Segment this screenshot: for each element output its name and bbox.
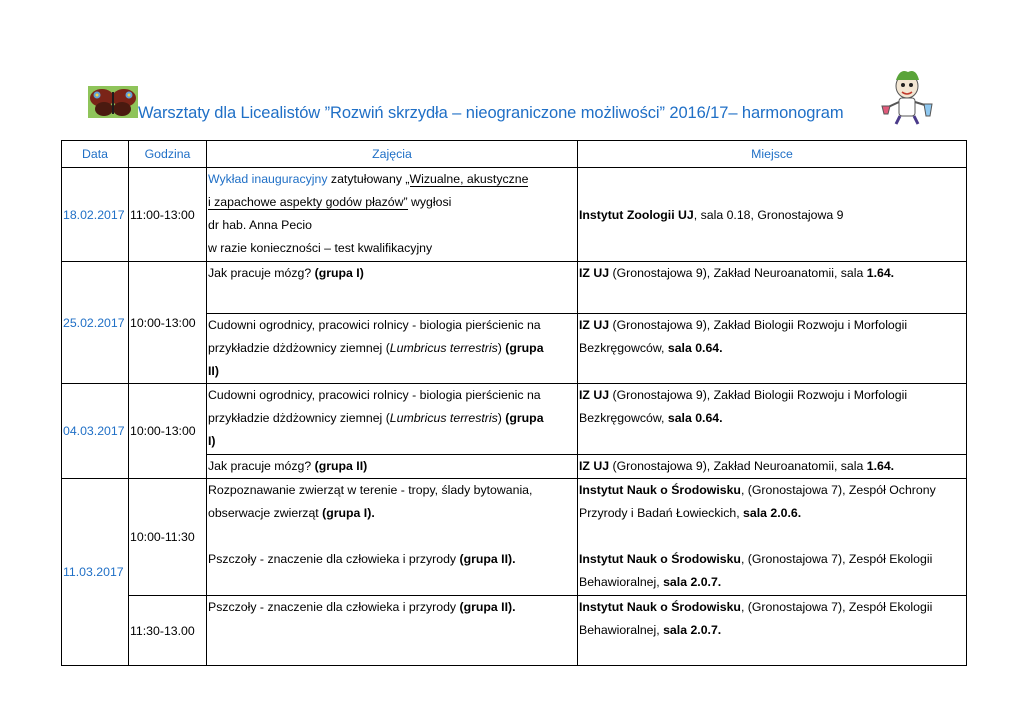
room-number: sala 2.0.6. bbox=[743, 506, 802, 520]
place-detail: , (Gronostajowa 7), Zespół Ochrony bbox=[740, 483, 936, 497]
activity-cell bbox=[207, 314, 578, 384]
table-row bbox=[62, 168, 967, 262]
place-cell bbox=[578, 314, 967, 384]
scientist-mascot-icon bbox=[878, 66, 936, 126]
column-header-activity: Zajęcia bbox=[207, 141, 578, 168]
time-cell: 10:00-13:00 bbox=[129, 384, 207, 479]
place-cell bbox=[578, 168, 967, 262]
table-row bbox=[62, 479, 967, 596]
time-cell: 11:00-13:00 bbox=[129, 168, 207, 262]
room-number: 1.64. bbox=[866, 266, 895, 280]
table-header-row bbox=[62, 141, 967, 168]
butterfly-icon bbox=[88, 86, 138, 118]
place-cell bbox=[578, 384, 967, 455]
activity-text: zatytułowany „ bbox=[327, 172, 410, 186]
species-name: Lumbricus terrestris bbox=[389, 411, 498, 425]
table-row bbox=[62, 384, 967, 455]
species-name: Lumbricus terrestris bbox=[389, 341, 498, 355]
place-institute: Instytut Zoologii UJ bbox=[579, 207, 694, 222]
room-number: 1.64. bbox=[866, 459, 895, 473]
place-institute: IZ UJ bbox=[579, 318, 610, 332]
activity-cell bbox=[207, 596, 578, 666]
place-detail: Bezkręgowców, bbox=[579, 341, 668, 355]
place-institute: IZ UJ bbox=[579, 459, 610, 473]
place-cell bbox=[578, 455, 967, 479]
place-detail: Bezkręgowców, bbox=[579, 411, 668, 425]
place-detail: (Gronostajowa 9), Zakład Biologii Rozwoju i Morfologii bbox=[609, 318, 908, 332]
activity-text: przykładzie dżdżownicy ziemnej ( bbox=[208, 341, 390, 355]
activity-text: Cudowni ogrodnicy, pracowici rolnicy - biologia pierścienic na bbox=[208, 388, 541, 402]
column-header-date: Data bbox=[62, 141, 129, 168]
place-detail: , (Gronostajowa 7), Zespół Ekologii bbox=[740, 600, 933, 614]
date-cell: 04.03.2017 bbox=[62, 384, 129, 479]
activity-title: i zapachowe aspekty godów płazów” bbox=[208, 195, 408, 209]
place-detail: , sala 0.18, Gronostajowa 9 bbox=[693, 207, 844, 222]
place-detail: , (Gronostajowa 7), Zespół Ekologii bbox=[740, 552, 933, 566]
schedule-table bbox=[61, 140, 967, 666]
room-number: sala 0.64. bbox=[667, 411, 723, 425]
activity-text: Jak pracuje mózg? bbox=[208, 459, 315, 473]
place-institute: Instytut Nauk o Środowisku bbox=[579, 552, 741, 566]
column-header-time: Godzina bbox=[129, 141, 207, 168]
place-detail: Behawioralnej, bbox=[579, 575, 664, 589]
place-detail: Behawioralnej, bbox=[579, 623, 664, 637]
group-label: (grupa I). bbox=[322, 506, 375, 520]
activity-cell bbox=[207, 455, 578, 479]
lecturer-name: dr hab. Anna Pecio bbox=[208, 218, 312, 232]
place-cell bbox=[578, 479, 967, 596]
place-detail: Przyrody i Badań Łowieckich, bbox=[579, 506, 744, 520]
activity-highlight: Wykład inauguracyjny bbox=[208, 172, 328, 186]
activity-text: Cudowni ogrodnicy, pracowici rolnicy - biologia pierścienic na bbox=[208, 318, 541, 332]
activity-note: w razie konieczności – test kwalifikacyjny bbox=[208, 241, 433, 255]
room-number: sala 2.0.7. bbox=[663, 575, 722, 589]
group-label: II) bbox=[208, 364, 219, 378]
place-institute: Instytut Nauk o Środowisku bbox=[579, 600, 741, 614]
place-cell bbox=[578, 596, 967, 666]
place-detail: (Gronostajowa 9), Zakład Biologii Rozwoju i Morfologii bbox=[609, 388, 908, 402]
room-number: sala 0.64. bbox=[667, 341, 723, 355]
place-detail: (Gronostajowa 9), Zakład Neuroanatomii, sala bbox=[609, 266, 867, 280]
activity-text: Jak pracuje mózg? bbox=[208, 266, 315, 280]
group-label: (grupa bbox=[505, 411, 544, 425]
activity-text: Pszczoły - znaczenie dla człowieka i przyrody bbox=[208, 600, 460, 614]
activity-cell bbox=[207, 168, 578, 262]
place-cell bbox=[578, 262, 967, 314]
group-label: (grupa I) bbox=[314, 266, 364, 280]
activity-text: Pszczoły - znaczenie dla człowieka i przyrody bbox=[208, 552, 460, 566]
activity-text: przykładzie dżdżownicy ziemnej ( bbox=[208, 411, 390, 425]
table-row bbox=[62, 596, 967, 666]
group-label: I) bbox=[208, 434, 216, 448]
group-label: (grupa II) bbox=[314, 459, 368, 473]
activity-cell bbox=[207, 262, 578, 314]
room-number: sala 2.0.7. bbox=[663, 623, 722, 637]
date-cell: 25.02.2017 bbox=[62, 262, 129, 384]
activity-title: Wizualne, akustyczne bbox=[409, 172, 529, 186]
table-row bbox=[62, 262, 967, 314]
activity-text: Rozpoznawanie zwierząt w terenie - tropy, ślady bytowania, bbox=[208, 483, 533, 497]
activity-text: ) bbox=[497, 341, 506, 355]
date-cell: 18.02.2017 bbox=[62, 168, 129, 262]
time-cell: 10:00-13:00 bbox=[129, 262, 207, 384]
group-label: (grupa bbox=[505, 341, 544, 355]
activity-text: wygłosi bbox=[407, 195, 452, 209]
place-institute: Instytut Nauk o Środowisku bbox=[579, 483, 741, 497]
group-label: (grupa II). bbox=[459, 552, 516, 566]
column-header-place: Miejsce bbox=[578, 141, 967, 168]
activity-text: ) bbox=[497, 411, 506, 425]
page-title: Warsztaty dla Licealistów ”Rozwiń skrzydła – nieograniczone możliwości” 2016/17– harmonogram bbox=[138, 104, 844, 122]
activity-text: obserwacje zwierząt bbox=[208, 506, 323, 520]
place-detail: (Gronostajowa 9), Zakład Neuroanatomii, sala bbox=[609, 459, 867, 473]
group-label: (grupa II). bbox=[459, 600, 516, 614]
date-cell bbox=[62, 479, 129, 666]
time-cell: 11:30-13.00 bbox=[129, 596, 207, 666]
activity-cell bbox=[207, 384, 578, 455]
time-cell: 10:00-11:30 bbox=[129, 479, 207, 596]
place-institute: IZ UJ bbox=[579, 266, 610, 280]
activity-cell bbox=[207, 479, 578, 596]
place-institute: IZ UJ bbox=[579, 388, 610, 402]
date-text: 11.03.2017 bbox=[63, 565, 124, 579]
title-row bbox=[88, 86, 938, 126]
